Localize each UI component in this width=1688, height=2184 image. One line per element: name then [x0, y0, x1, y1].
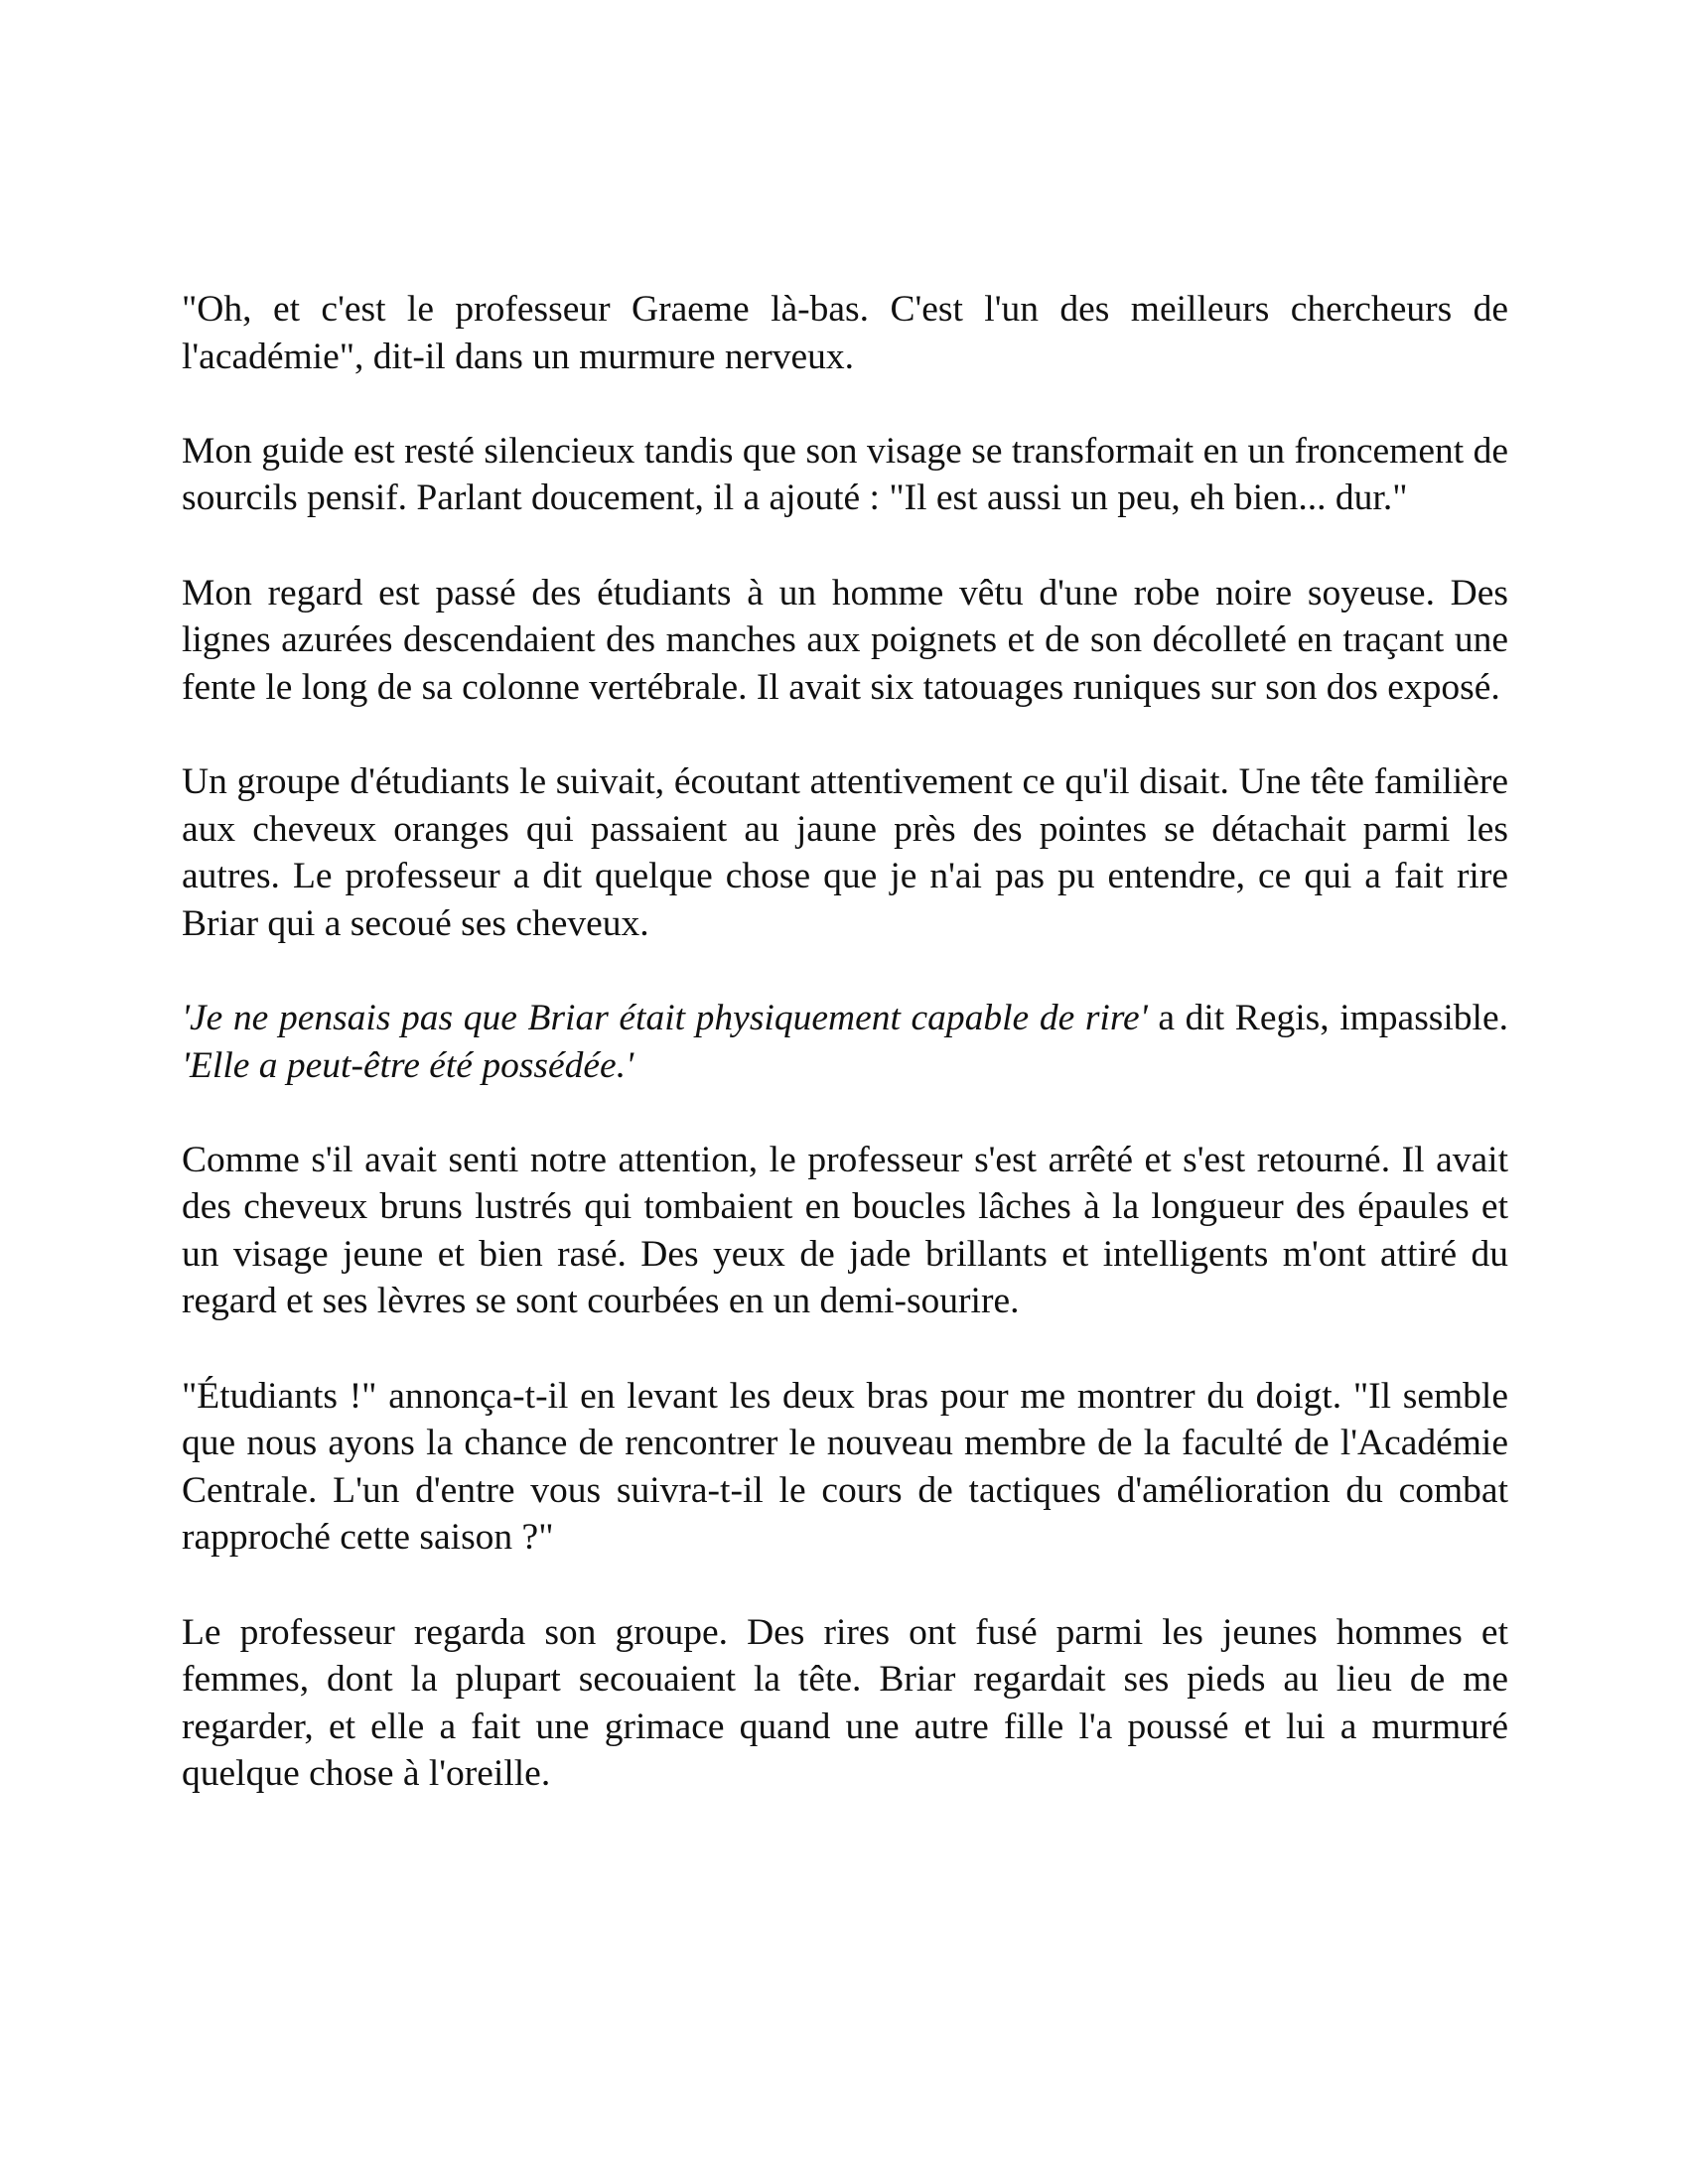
document-page — [182, 286, 1508, 1798]
paragraph — [182, 428, 1508, 522]
italic-thought-run: 'Je ne pensais pas que Briar était physiquement capable de rire' — [182, 997, 1148, 1038]
paragraph — [182, 1137, 1508, 1325]
text-run: Le professeur regarda son groupe. Des rires ont fusé parmi les jeunes hommes et femmes, dont la plupart secouaient la tête. Briar regardait ses pieds au lieu de me regarder, et elle a fait une grimace quand une autre fille l'a poussé et lui a murmuré quelque chose à l'oreille. — [182, 1611, 1508, 1795]
text-run: Comme s'il avait senti notre attention, le professeur s'est arrêté et s'est retourné. Il avait des cheveux bruns lustrés qui tombaient en boucles lâches à la longueur des épaules et un visage jeune et bien rasé. Des yeux de jade brillants et intelligents m'ont attiré du regard et ses lèvres se sont courbées en un demi-sourire. — [182, 1139, 1508, 1322]
text-run: "Étudiants !" annonça-t-il en levant les deux bras pour me montrer du doigt. "Il semble que nous ayons la chance de rencontrer le nouveau membre de la faculté de l'Académie Centrale. L'un d'entre vous suivra-t-il le cours de tactiques d'amélioration du combat rapproché cette saison ?" — [182, 1375, 1508, 1559]
text-run: Mon regard est passé des étudiants à un homme vêtu d'une robe noire soyeuse. Des lignes azurées descendaient des manches aux poignets et de son décolleté en traçant une fente le long de sa colonne vertébrale. Il avait six tatouages runiques sur son dos exposé. — [182, 572, 1508, 708]
text-run: "Oh, et c'est le professeur Graeme là-bas. C'est l'un des meilleurs chercheurs de l'académie", dit-il dans un murmure nerveux. — [182, 289, 1508, 377]
italic-thought-run: 'Elle a peut-être été possédée.' — [182, 1044, 634, 1086]
paragraph — [182, 570, 1508, 712]
paragraph-dialogue — [182, 995, 1508, 1089]
text-run: a dit Regis, impassible. — [1147, 997, 1508, 1038]
paragraph — [182, 286, 1508, 380]
paragraph — [182, 758, 1508, 947]
paragraph — [182, 1609, 1508, 1798]
paragraph — [182, 1373, 1508, 1562]
text-run: Mon guide est resté silencieux tandis que son visage se transformait en un froncement de sourcils pensif. Parlant doucement, il a ajouté : "Il est aussi un peu, eh bien... dur." — [182, 430, 1508, 519]
text-run: Un groupe d'étudiants le suivait, écoutant attentivement ce qu'il disait. Une tête familière aux cheveux oranges qui passaient au jaune près des pointes se détachait parmi les autres. Le professeur a dit quelque chose que je n'ai pas pu entendre, ce qui a fait rire Briar qui a secoué ses cheveux. — [182, 760, 1508, 944]
